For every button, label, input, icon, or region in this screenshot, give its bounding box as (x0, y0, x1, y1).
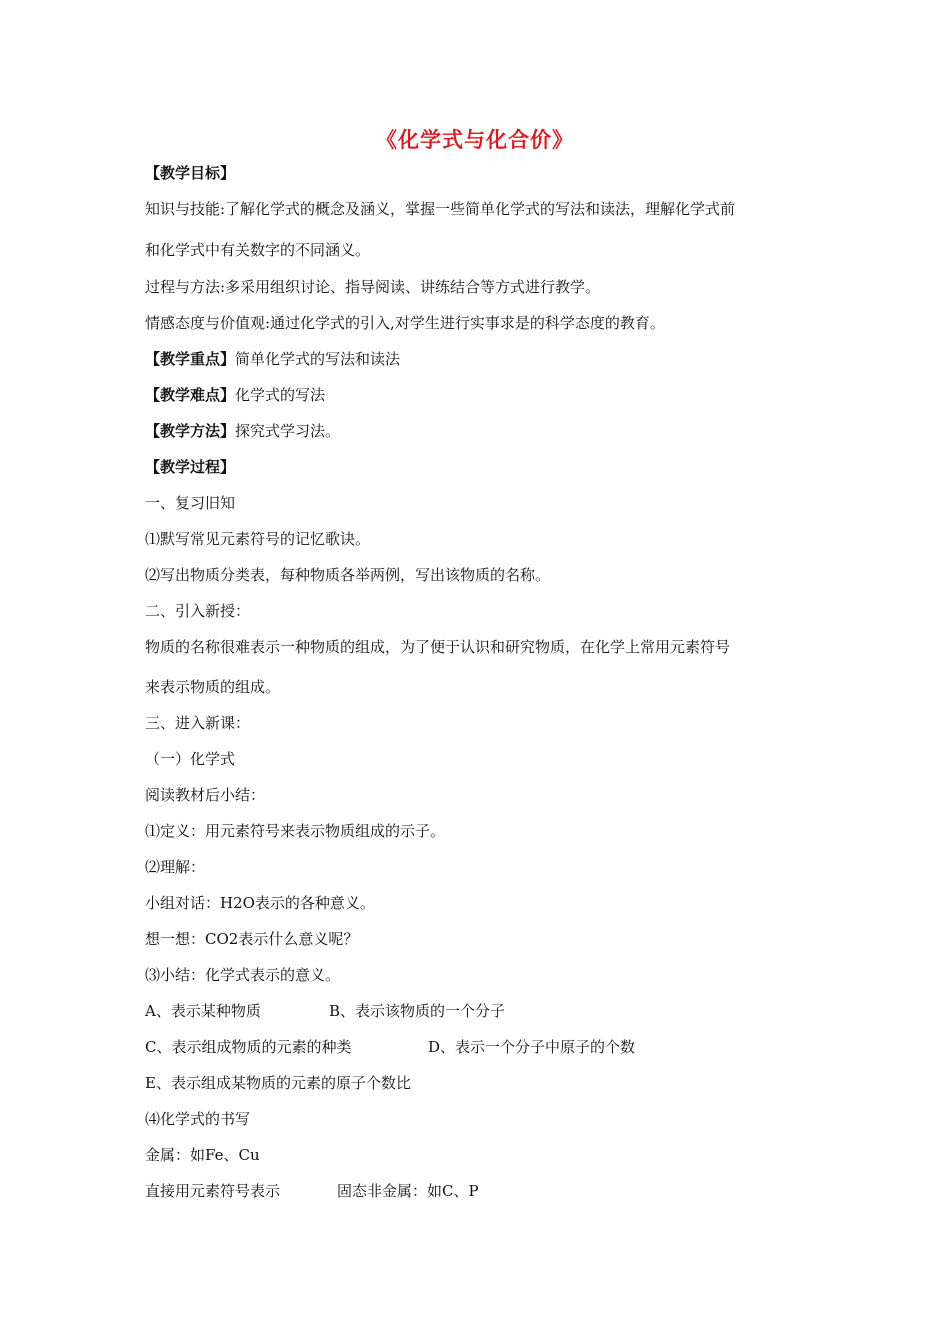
new-lesson-heading: 三、进入新课： (145, 714, 251, 732)
objective-knowledge-line1: 知识与技能:了解化学式的概念及涵义，掌握一些简单化学式的写法和读法，理解化学式前 (145, 200, 736, 218)
option-c: C、表示组成物质的元素的种类 (145, 1038, 352, 1056)
intro-line2: 来表示物质的组成。 (145, 678, 281, 696)
solid-nonmetal-example: 固态非金属：如C、P (337, 1182, 479, 1200)
objective-knowledge-line2: 和化学式中有关数字的不同涵义。 (145, 241, 371, 259)
key-point (145, 349, 400, 369)
document-title: 《化学式与化合价》 (376, 128, 574, 152)
difficulty (145, 385, 325, 405)
intro-line1: 物质的名称很难表示一种物质的组成，为了便于认识和研究物质，在化学上常用元素符号 (145, 638, 731, 656)
method-text: 探究式学习法。 (235, 422, 341, 440)
method-label: 【教学方法】 (145, 422, 236, 440)
subsection-heading: （一）化学式 (145, 750, 236, 768)
intro-heading: 二、引入新授： (145, 602, 251, 620)
reading-summary: 阅读教材后小结： (145, 786, 266, 804)
formula-writing: ⑷化学式的书写 (145, 1110, 251, 1128)
process-heading: 【教学过程】 (145, 458, 236, 476)
group-dialogue: 小组对话：H2O表示的各种意义。 (145, 894, 375, 912)
objective-attitude: 情感态度与价值观:通过化学式的引入,对学生进行实事求是的科学态度的教育。 (145, 314, 665, 332)
review-item-2: ⑵写出物质分类表，每种物质各举两例，写出该物质的名称。 (145, 566, 551, 584)
definition: ⑴定义：用元素符号来表示物质组成的示子。 (145, 822, 446, 840)
method (145, 421, 340, 441)
key-point-label: 【教学重点】 (145, 350, 236, 368)
understanding: ⑵理解： (145, 858, 206, 876)
option-a: A、表示某种物质 (145, 1002, 261, 1020)
direct-symbol: 直接用元素符号表示 (145, 1182, 281, 1200)
think-question: 想一想：CO2表示什么意义呢？ (145, 930, 359, 948)
summary: ⑶小结：化学式表示的意义。 (145, 966, 341, 984)
key-point-text: 简单化学式的写法和读法 (235, 350, 401, 368)
option-e: E、表示组成某物质的元素的原子个数比 (145, 1074, 411, 1092)
objective-process: 过程与方法:多采用组织讨论、指导阅读、讲练结合等方式进行教学。 (145, 278, 601, 296)
review-item-1: ⑴默写常见元素符号的记忆歌诀。 (145, 530, 371, 548)
review-heading: 一、复习旧知 (145, 494, 236, 512)
option-d: D、表示一个分子中原子的个数 (428, 1038, 636, 1056)
option-b: B、表示该物质的一个分子 (329, 1002, 506, 1020)
objectives-heading: 【教学目标】 (145, 164, 236, 182)
difficulty-text: 化学式的写法 (235, 386, 326, 404)
metal-example: 金属：如Fe、Cu (145, 1146, 260, 1164)
difficulty-label: 【教学难点】 (145, 386, 236, 404)
